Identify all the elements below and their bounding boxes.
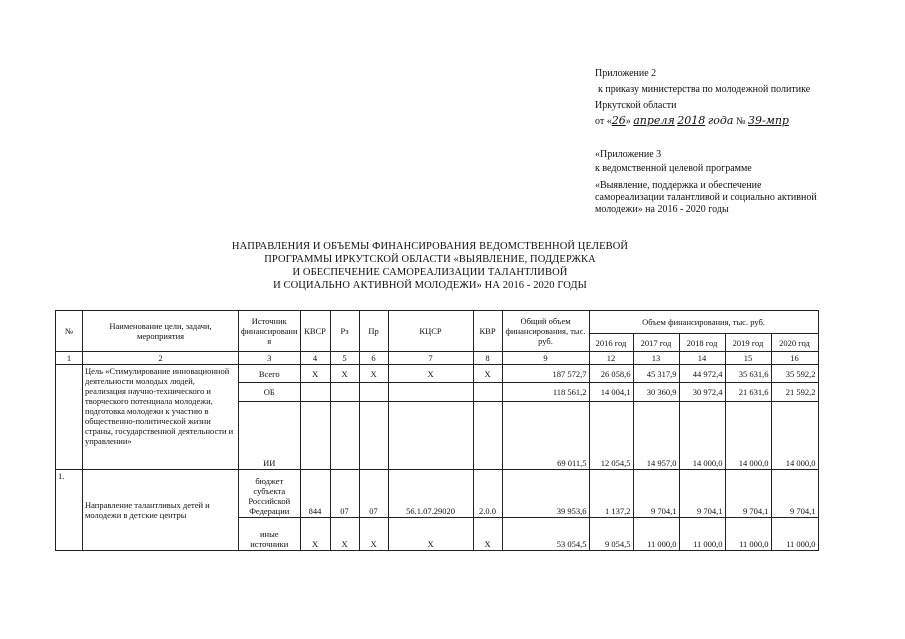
number-value: 39-мпр: [748, 114, 789, 127]
col-number: 14: [679, 352, 725, 365]
header-kcsr: КЦСР: [388, 311, 473, 352]
title-line1: НАПРАВЛЕНИЯ И ОБЪЕМЫ ФИНАНСИРОВАНИЯ ВЕДОМСТВЕННОЙ ЦЕЛЕВОЙ: [231, 241, 629, 252]
item1-2016: 9 054,5: [589, 518, 633, 551]
col-number: 6: [359, 352, 388, 365]
goal-source: Всего: [239, 365, 301, 383]
item1-total: 39 953,6: [502, 470, 589, 518]
header-row-1: [56, 311, 819, 334]
item1-2016: 1 137,2: [589, 470, 633, 518]
item1-name: Направление талантливых детей и молодежи в детские центры: [83, 470, 239, 551]
goal-kvsr: [300, 402, 330, 470]
table-row: [56, 365, 819, 383]
goal-2020: 14 000,0: [771, 402, 818, 470]
header-total: Общий объем финансирования, тыс. руб.: [502, 311, 589, 352]
col-number: 16: [771, 352, 818, 365]
col-number: 7: [388, 352, 473, 365]
goal-pr: [359, 383, 388, 402]
goal-2018: 14 000,0: [679, 402, 725, 470]
col-number: 8: [473, 352, 502, 365]
annex3-line4: самореализации талантливой и социально активной: [595, 192, 817, 203]
financing-table: [55, 310, 819, 551]
col-number: 4: [300, 352, 330, 365]
date-prefix: от «: [595, 116, 612, 127]
date-year: 2018: [677, 114, 706, 127]
item1-2017: 9 704,1: [633, 470, 679, 518]
col-number: 5: [330, 352, 359, 365]
item1-num: 1.: [56, 470, 83, 551]
item1-source: бюджет субъекта Российской Федерации: [239, 470, 301, 518]
item1-2018: 11 000,0: [679, 518, 725, 551]
item1-2019: 9 704,1: [725, 470, 771, 518]
goal-pr: Х: [359, 365, 388, 383]
item1-2017: 11 000,0: [633, 518, 679, 551]
goal-pr: [359, 402, 388, 470]
header-year-2020: 2020 год: [771, 334, 818, 352]
item1-kvr: 2.0.0: [473, 470, 502, 518]
date-mid: »: [625, 116, 634, 127]
goal-source: ИИ: [239, 402, 301, 470]
header-kvr: КВР: [473, 311, 502, 352]
header-year-2017: 2017 год: [633, 334, 679, 352]
col-number: 2: [83, 352, 239, 365]
header-num: №: [56, 311, 83, 352]
goal-kcsr: [388, 383, 473, 402]
item1-pr: Х: [359, 518, 388, 551]
annex3-line1: «Приложение 3: [595, 149, 662, 160]
goal-2016: 14 004,1: [589, 383, 633, 402]
date-year-word: года: [707, 114, 734, 127]
item1-2020: 9 704,1: [771, 470, 818, 518]
goal-2017: 14 957,0: [633, 402, 679, 470]
item1-source: иные источники: [239, 518, 301, 551]
col-number: 15: [725, 352, 771, 365]
col-number: 9: [502, 352, 589, 365]
header-year-2019: 2019 год: [725, 334, 771, 352]
title-line3: И ОБЕСПЕЧЕНИЕ САМОРЕАЛИЗАЦИИ ТАЛАНТЛИВОЙ: [292, 267, 568, 278]
goal-2019: 21 631,6: [725, 383, 771, 402]
annex3-line5: молодежи» на 2016 - 2020 годы: [595, 204, 729, 215]
goal-2020: 21 592,2: [771, 383, 818, 402]
item1-total: 53 054,5: [502, 518, 589, 551]
goal-kvsr: [300, 383, 330, 402]
annex2-date-line: [595, 115, 789, 128]
col-number: 13: [633, 352, 679, 365]
goal-kvsr: Х: [300, 365, 330, 383]
col-number: 12: [589, 352, 633, 365]
item1-rz: 07: [330, 470, 359, 518]
goal-2017: 45 317,9: [633, 365, 679, 383]
goal-2016: 26 058,6: [589, 365, 633, 383]
header-year-2018: 2018 год: [679, 334, 725, 352]
table-row: [56, 470, 819, 518]
annex2-line2: к приказу министерства по молодежной политике: [598, 84, 811, 95]
goal-2016: 12 054,5: [589, 402, 633, 470]
title-line4: И СОЦИАЛЬНО АКТИВНОЙ МОЛОДЕЖИ» НА 2016 - 2020 ГОДЫ: [273, 280, 587, 291]
col-number: 3: [239, 352, 301, 365]
goal-source: ОБ: [239, 383, 301, 402]
item1-kvsr: 844: [300, 470, 330, 518]
item1-kcsr: 56.1.07.29020: [388, 470, 473, 518]
date-day: 26: [611, 114, 626, 127]
goal-2020: 35 592,2: [771, 365, 818, 383]
goal-rz: [330, 383, 359, 402]
goal-kcsr: [388, 402, 473, 470]
goal-2019: 14 000,0: [725, 402, 771, 470]
col-number: 1: [56, 352, 83, 365]
item1-2019: 11 000,0: [725, 518, 771, 551]
date-month: апреля: [633, 114, 675, 127]
goal-total: 187 572,7: [502, 365, 589, 383]
goal-kvr: [473, 402, 502, 470]
header-name: Наименование цели, задачи, мероприятия: [83, 311, 239, 352]
header-kvsr: КВСР: [300, 311, 330, 352]
column-number-row: [56, 352, 819, 365]
item1-pr: 07: [359, 470, 388, 518]
annex2-line3: Иркутской области: [595, 100, 677, 111]
goal-2017: 30 360,9: [633, 383, 679, 402]
goal-name: Цель «Стимулирование инновационной деятельности молодых людей, реализация научно-технического и творческого потенциала молодежи, подготовка молодежи к участию в общественно-политической жизни страны, государственной деятельности и управлении»: [83, 365, 239, 470]
goal-rz: Х: [330, 365, 359, 383]
item1-2018: 9 704,1: [679, 470, 725, 518]
item1-rz: Х: [330, 518, 359, 551]
annex2-line1: Приложение 2: [595, 68, 657, 79]
header-source: Источник финансировани я: [239, 311, 301, 352]
goal-2019: 35 631,6: [725, 365, 771, 383]
item1-kvsr: Х: [300, 518, 330, 551]
header-rz: Рз: [330, 311, 359, 352]
annex3-line3: «Выявление, поддержка и обеспечение: [595, 180, 762, 191]
goal-rz: [330, 402, 359, 470]
item1-2020: 11 000,0: [771, 518, 818, 551]
header-volume: Объем финансирования, тыс. руб.: [589, 311, 818, 334]
goal-2018: 30 972,4: [679, 383, 725, 402]
goal-kvr: [473, 383, 502, 402]
header-pr: Пр: [359, 311, 388, 352]
goal-2018: 44 972,4: [679, 365, 725, 383]
goal-kcsr: Х: [388, 365, 473, 383]
header-year-2016: 2016 год: [589, 334, 633, 352]
annex3-line2: к ведомственной целевой программе: [595, 163, 752, 174]
goal-total: 69 011,5: [502, 402, 589, 470]
document-title: [190, 240, 670, 292]
goal-total: 118 561,2: [502, 383, 589, 402]
number-prefix: №: [735, 116, 746, 127]
goal-num-cell: [56, 365, 83, 470]
item1-kcsr: Х: [388, 518, 473, 551]
goal-kvr: Х: [473, 365, 502, 383]
item1-kvr: Х: [473, 518, 502, 551]
title-line2: ПРОГРАММЫ ИРКУТСКОЙ ОБЛАСТИ «ВЫЯВЛЕНИЕ, ПОДДЕРЖКА: [264, 254, 596, 265]
